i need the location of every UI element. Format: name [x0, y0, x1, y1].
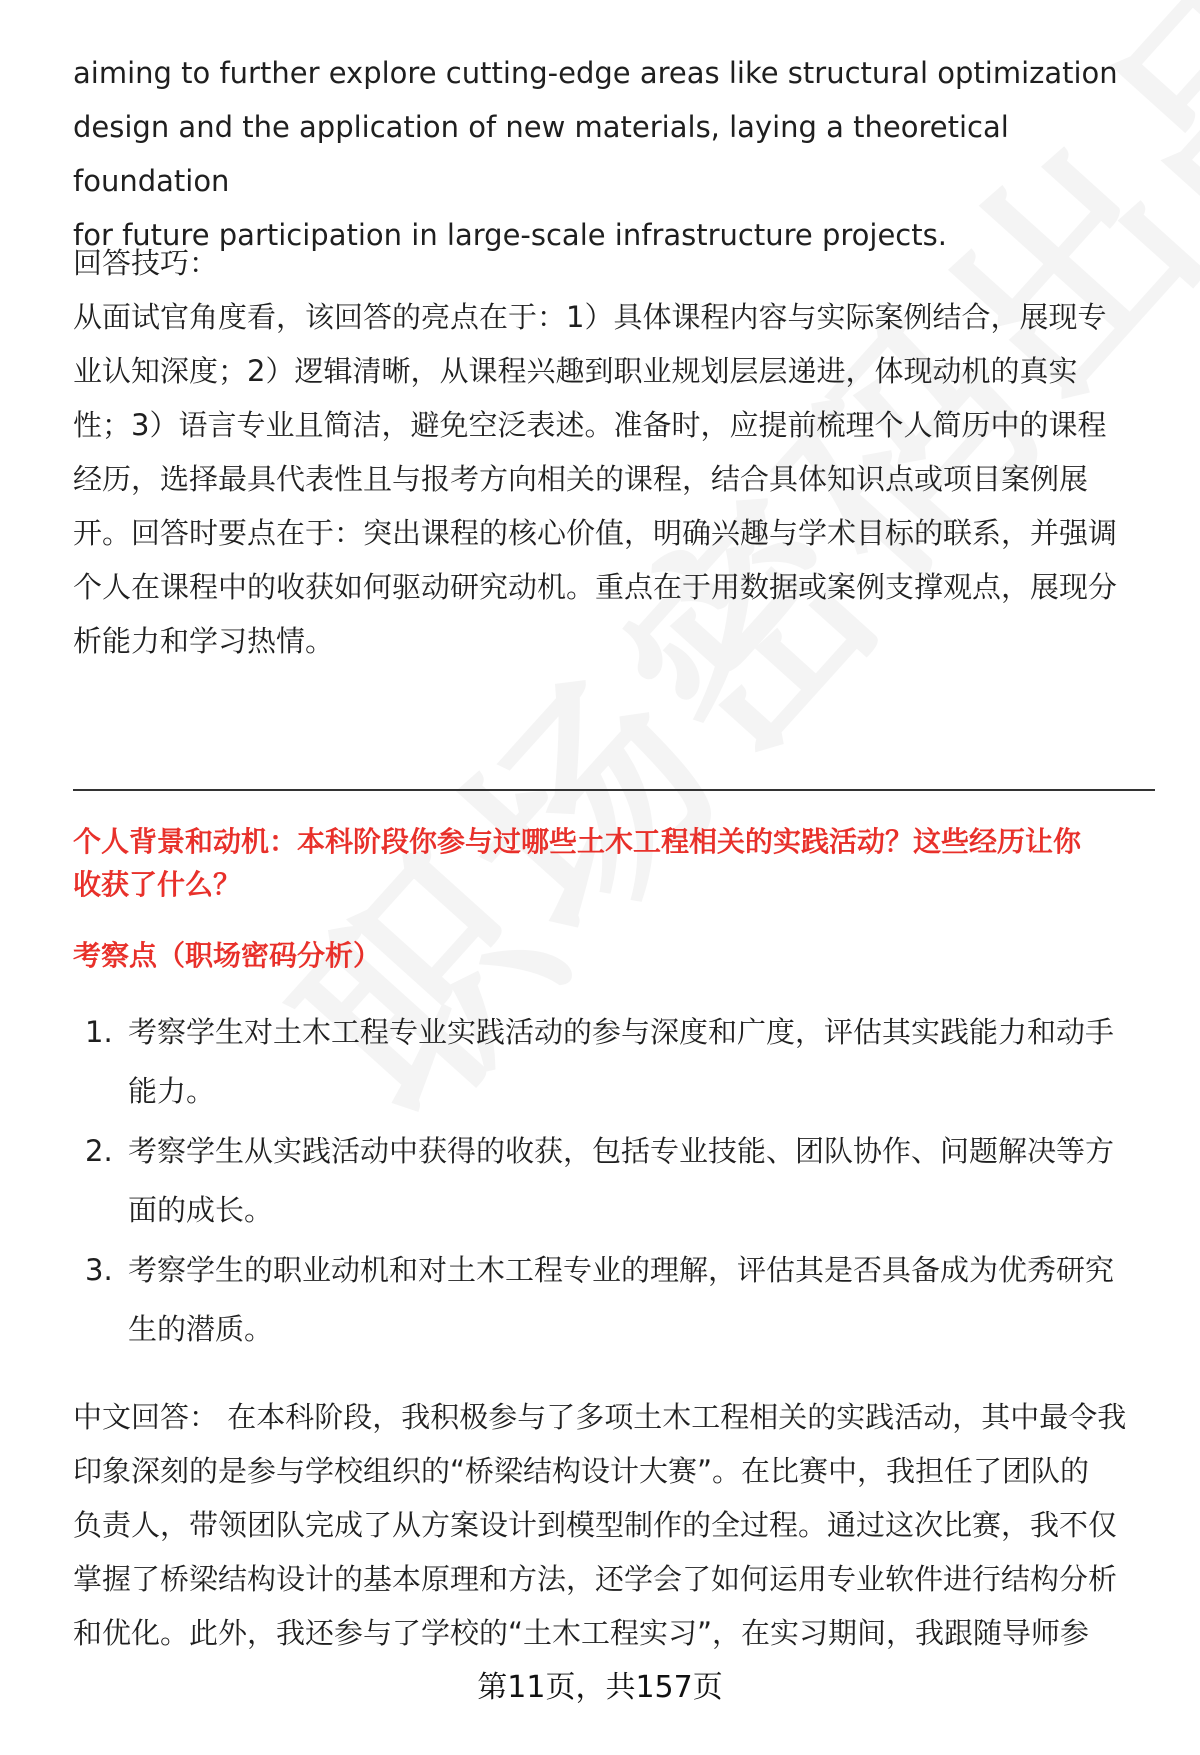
- text-line: 经历，选择最具代表性且与报考方向相关的课程，结合具体知识点或项目案例展: [73, 462, 1089, 496]
- text-line: 析能力和学习热情。: [73, 624, 335, 658]
- page-number: 第11页，共157页: [477, 1670, 723, 1705]
- text-line: 中文回答： 在本科阶段，我积极参与了多项土木工程相关的实践活动，其中最令我: [73, 1400, 1127, 1434]
- text-line: 印象深刻的是参与学校组织的“桥梁结构设计大赛”。在比赛中，我担任了团队的: [73, 1454, 1090, 1488]
- text-line: 性；3）语言专业且简洁，避免空泛表述。准备时，应提前梳理个人简历中的课程: [73, 408, 1107, 442]
- analysis-list: [73, 1003, 1155, 1360]
- section-divider: [73, 789, 1155, 791]
- list-text: 能力。: [128, 1074, 216, 1108]
- tips-label: 回答技巧：: [73, 246, 219, 280]
- answer-tips-section: [73, 236, 1155, 668]
- text-line: for future participation in large-scale infrastructure projects.: [73, 218, 947, 252]
- question-line: 个人背景和动机：本科阶段你参与过哪些土木工程相关的实践活动？这些经历让你: [73, 825, 1082, 858]
- list-item: [73, 1122, 1155, 1240]
- list-item: [73, 1003, 1155, 1121]
- list-item: [73, 1241, 1155, 1359]
- text-line: 掌握了桥梁结构设计的基本原理和方法，还学会了如何运用专业软件进行结构分析: [73, 1562, 1118, 1596]
- list-text: 面的成长。: [128, 1193, 274, 1227]
- question-line: 收获了什么？: [73, 868, 242, 901]
- text-line: 和优化。此外，我还参与了学校的“土木工程实习”，在实习期间，我跟随导师参: [73, 1616, 1090, 1650]
- analysis-heading: [73, 934, 1155, 977]
- list-number: 1.: [85, 1015, 113, 1049]
- text-line: 负责人，带领团队完成了从方案设计到模型制作的全过程。通过这次比赛，我不仅: [73, 1508, 1118, 1542]
- list-text: 考察学生对土木工程专业实践活动的参与深度和广度，评估其实践能力和动手: [128, 1015, 1115, 1049]
- text-line: aiming to further explore cutting-edge areas like structural optimization: [73, 56, 1118, 90]
- text-line: design and the application of new materials, laying a theoretical foundation: [73, 110, 1009, 198]
- english-paragraph: [73, 46, 1155, 262]
- list-number: 3.: [85, 1253, 113, 1287]
- text-line: 业认知深度；2）逻辑清晰，从课程兴趣到职业规划层层递进，体现动机的真实: [73, 354, 1078, 388]
- list-number: 2.: [85, 1134, 113, 1168]
- list-text: 考察学生从实践活动中获得的收获，包括专业技能、团队协作、问题解决等方: [128, 1134, 1115, 1168]
- list-text: 生的潜质。: [128, 1312, 274, 1346]
- list-text: 考察学生的职业动机和对土木工程专业的理解，评估其是否具备成为优秀研究: [128, 1253, 1115, 1287]
- text-line: 个人在课程中的收获如何驱动研究动机。重点在于用数据或案例支撑观点，展现分: [73, 570, 1118, 604]
- analysis-title: 考察点（职场密码分析）: [73, 939, 382, 972]
- chinese-answer: [73, 1390, 1155, 1660]
- text-line: 开。回答时要点在于：突出课程的核心价值，明确兴趣与学术目标的联系，并强调: [73, 516, 1118, 550]
- question-heading: [73, 820, 1155, 906]
- text-line: 从面试官角度看，该回答的亮点在于：1）具体课程内容与实际案例结合，展现专: [73, 300, 1107, 334]
